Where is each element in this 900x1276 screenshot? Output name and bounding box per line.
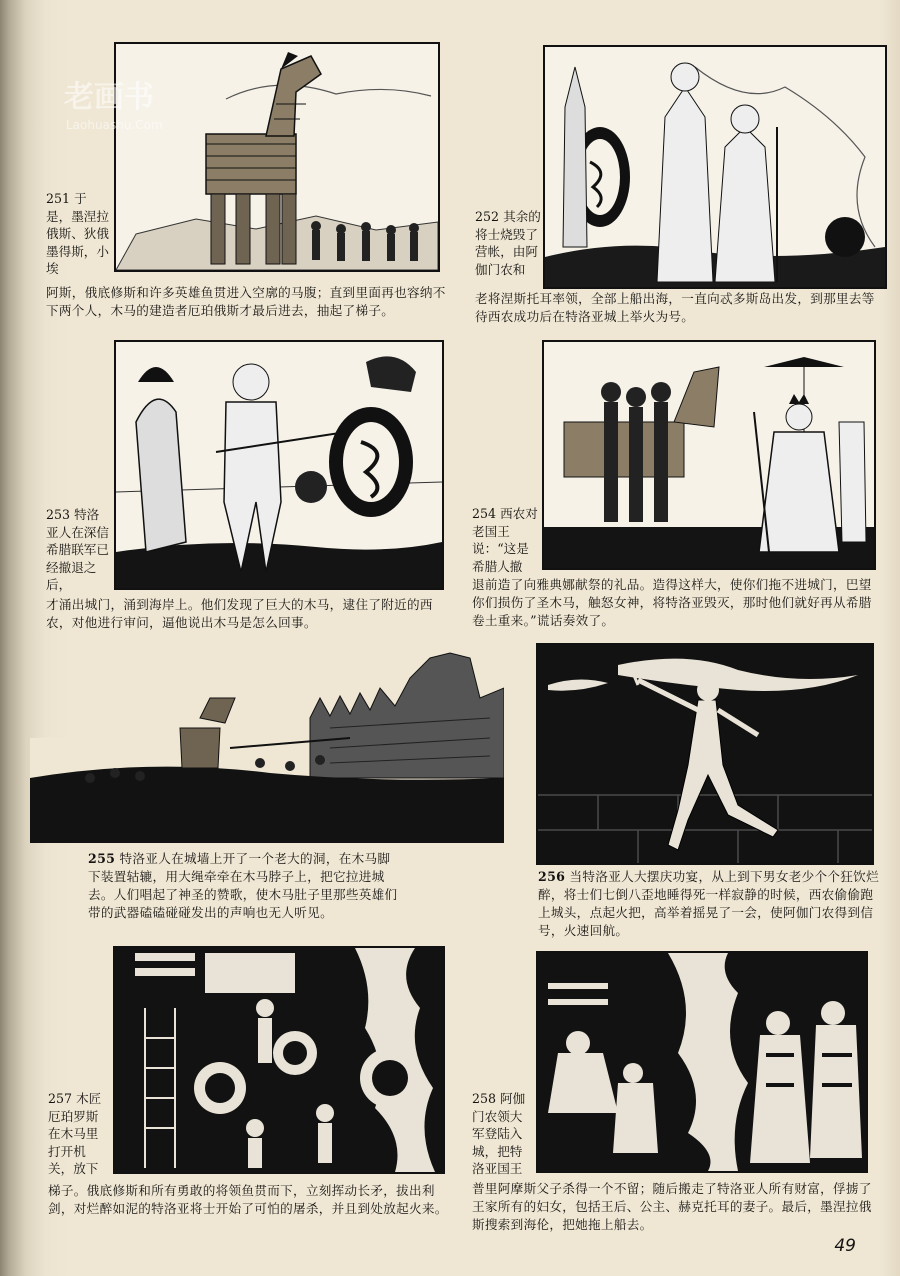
panel-254-illustration <box>542 340 876 570</box>
sack-icon <box>538 953 866 1171</box>
caption-254 <box>472 576 882 630</box>
caption-number: 255 <box>88 851 116 866</box>
caption-text: 特洛亚人在城墙上开了一个老大的洞，在木马脚下装置轱辘，用大绳牵牵在木马脖子上，把它拉进城去。人们唱起了神圣的赞歌，使木马肚子里那些英雄们带的武器磕磕碰碰发出的声响也无人听见。 <box>88 851 398 920</box>
caption-255 <box>88 850 398 922</box>
caption-text: 于是，墨涅拉俄斯、狄俄墨得斯，小埃 <box>46 191 109 276</box>
panel-256-illustration <box>536 643 874 865</box>
panel-251-illustration <box>114 42 440 272</box>
caption-number: 253 <box>46 507 71 522</box>
panel-258-illustration <box>536 951 868 1173</box>
caption-number: 258 <box>472 1091 497 1106</box>
caption-text: 退前造了向雅典娜献祭的礼品。造得这样大，使你们拖不进城门，巴望你们损伤了圣木马，触怒女神，将特洛亚毁灭，那时他们就好再从希腊卷土重来。”谎话奏效了。 <box>472 577 872 628</box>
caption-number: 252 <box>475 209 500 224</box>
caption-252 <box>475 290 880 326</box>
panel-252-illustration <box>543 45 887 289</box>
caption-254-side <box>472 505 540 575</box>
caption-257-side <box>48 1090 110 1178</box>
caption-text: 其余的将士烧毁了营帐，由阿伽门农和 <box>475 209 541 277</box>
watermark-logo: 老画书 <box>64 80 154 115</box>
caption-257 <box>48 1182 448 1218</box>
caption-text: 西农对老国王说：“这是希腊人撤 <box>472 506 538 574</box>
trojan-horse-icon <box>116 44 438 270</box>
caption-text: 阿伽门农领大军登陆入城，把特洛亚国王 <box>472 1091 526 1176</box>
caption-text: 梯子。俄底修斯和所有勇敢的将领鱼贯而下，立刻挥动长矛，拔出利剑，对烂醉如泥的特洛亚将士开始了可怕的屠杀，并且到处放起火来。 <box>48 1183 448 1216</box>
king-icon <box>544 342 874 568</box>
caption-text: 特洛亚人在深信希腊联军已经撤退之后， <box>46 507 109 592</box>
panel-257-illustration <box>113 946 445 1174</box>
caption-text: 当特洛亚人大摆庆功宴，从上到下男女老少个个狂饮烂醉，将士们七倒八歪地睡得死一样寂静的时候，西农偷偷跑上城头，点起火把，高举着摇晃了一会，使阿伽门农得到信号，火速回航。 <box>538 869 879 938</box>
caption-text: 阿斯，俄底修斯和许多英雄鱼贯进入空廓的马腹；直到里面再也容纳不下两个人，木马的建造者厄珀俄斯才最后进去，抽起了梯子。 <box>46 285 446 318</box>
caption-number: 251 <box>46 191 71 206</box>
torch-runner-icon <box>538 645 872 863</box>
caption-number: 254 <box>472 506 497 521</box>
caption-256 <box>538 868 883 940</box>
battle-icon <box>115 948 443 1172</box>
caption-258 <box>472 1180 877 1234</box>
watermark-url: Laohuashu.Com <box>66 118 163 132</box>
city-wall-icon <box>30 638 504 843</box>
warriors-icon <box>545 47 885 287</box>
caption-251 <box>46 284 446 320</box>
caption-text: 木匠厄珀罗斯在木马里打开机关，放下 <box>48 1091 102 1176</box>
caption-252-side <box>475 208 541 278</box>
panel-253-illustration <box>114 340 444 590</box>
caption-253-side <box>46 506 110 594</box>
caption-253 <box>46 596 446 632</box>
panel-255-illustration <box>30 638 504 843</box>
caption-number: 256 <box>538 869 566 884</box>
caption-text: 老将涅斯托耳率领，全部上船出海，一直向忒多斯岛出发，到那里去等待西农成功后在特洛亚城上举火为号。 <box>475 291 875 324</box>
captive-icon <box>116 342 442 588</box>
caption-text: 才涌出城门，涌到海岸上。他们发现了巨大的木马，逮住了附近的西农，对他进行审问，逼他说出木马是怎么回事。 <box>46 597 433 630</box>
caption-number: 257 <box>48 1091 73 1106</box>
caption-258-side <box>472 1090 534 1178</box>
caption-text: 普里阿摩斯父子杀得一个不留；随后搬走了特洛亚人所有财富，俘掳了王家所有的妇女，包括王后、公主、赫克托耳的妻子。最后，墨涅拉俄斯搜索到海伦，把她拖上船去。 <box>472 1181 872 1232</box>
caption-251-side <box>46 190 110 278</box>
page-number: 49 <box>834 1236 856 1256</box>
